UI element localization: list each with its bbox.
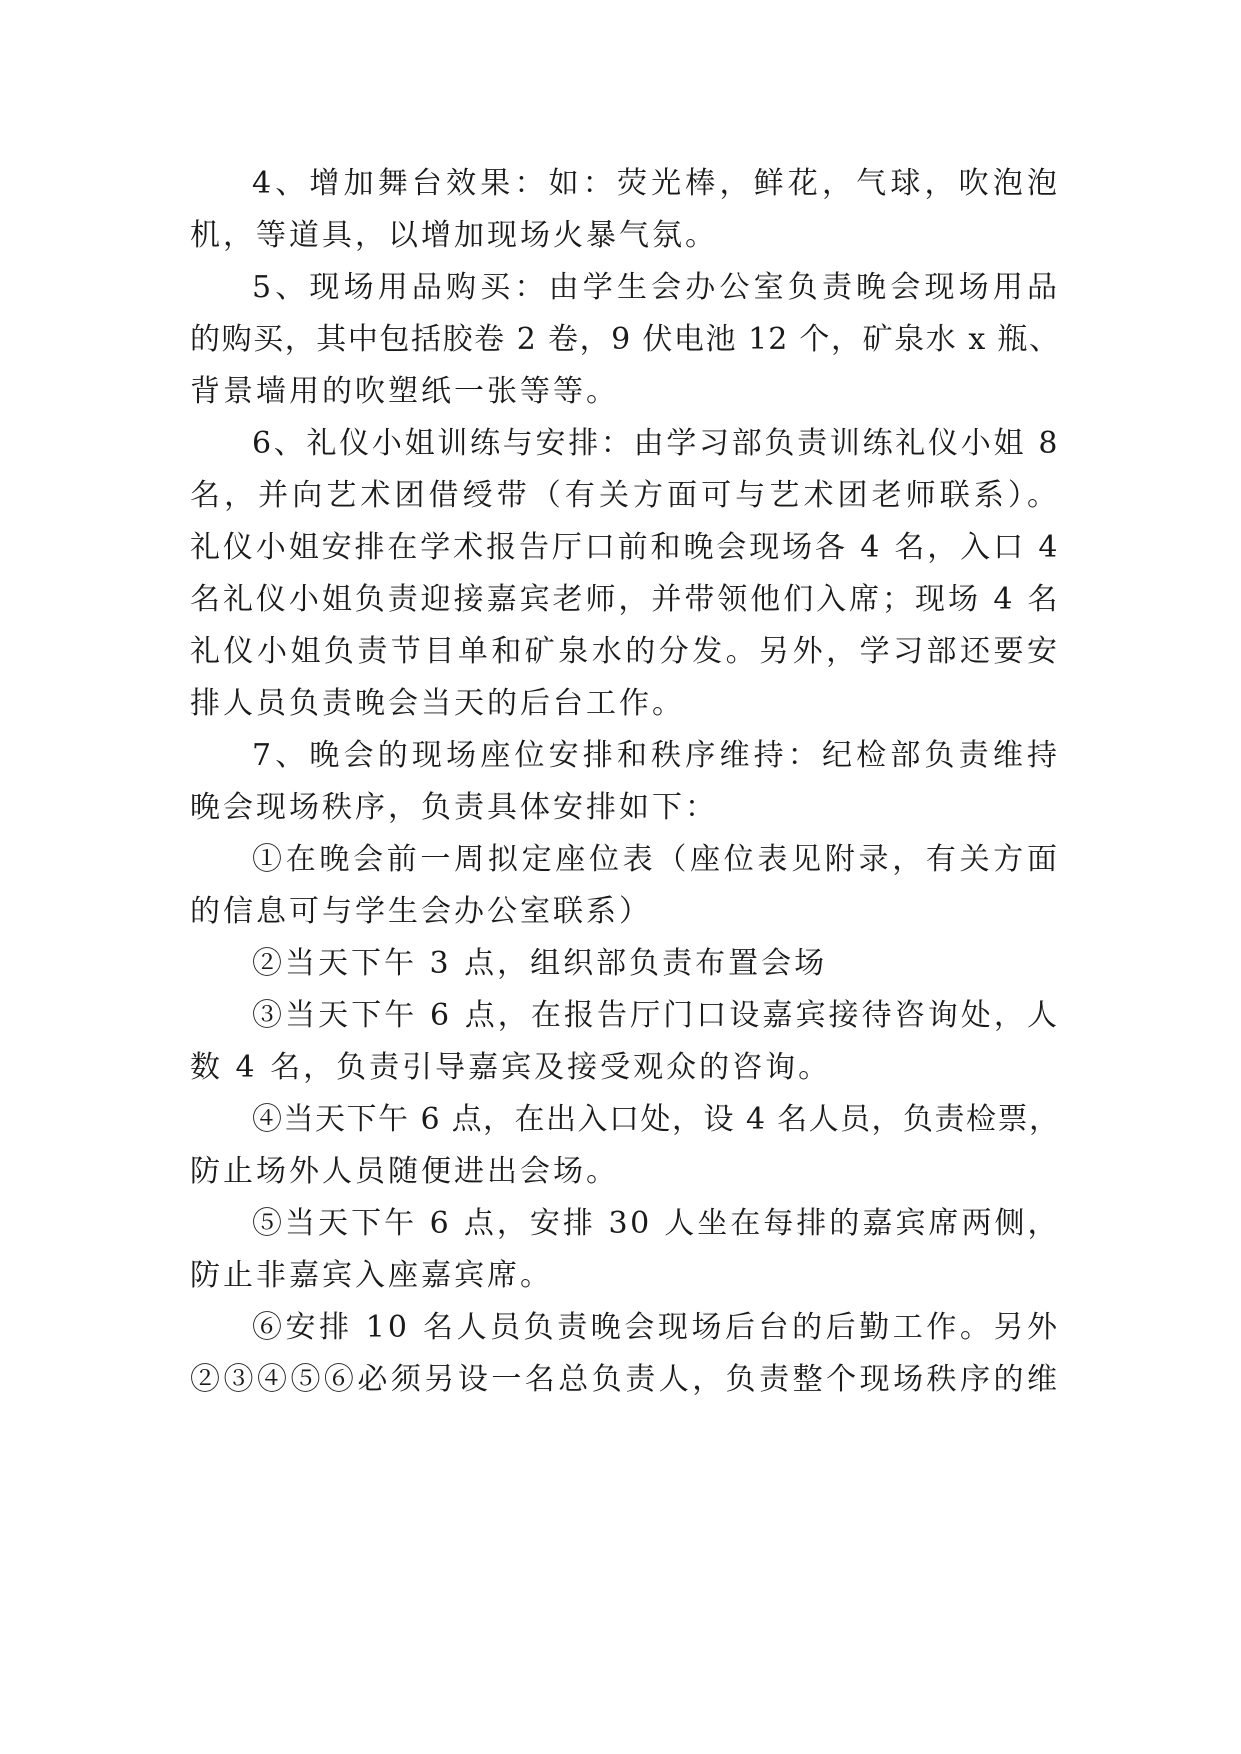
text-line: 防止非嘉宾入座嘉宾席。 — [190, 1258, 553, 1293]
text-line: 礼仪小姐安排在学术报告厅口前和晚会现场各 4 名，入口 4 — [190, 530, 1060, 565]
text-line: 礼仪小姐负责节目单和矿泉水的分发。另外，学习部还要安 — [190, 634, 1060, 669]
text-line: ⑥安排 10 名人员负责晚会现场后台的后勤工作。另外 — [252, 1310, 1060, 1345]
text-line: ⑤当天下午 6 点，安排 30 人坐在每排的嘉宾席两侧， — [252, 1206, 1060, 1241]
text-line: 的购买，其中包括胶卷 2 卷，9 伏电池 12 个，矿泉水 x 瓶、 — [190, 322, 1060, 357]
text-line: 名礼仪小姐负责迎接嘉宾老师，并带领他们入席；现场 4 名 — [190, 582, 1060, 617]
text-line: 晚会现场秩序，负责具体安排如下： — [190, 790, 718, 825]
text-line: 7、晚会的现场座位安排和秩序维持：纪检部负责维持 — [252, 738, 1060, 773]
text-line: ③当天下午 6 点，在报告厅门口设嘉宾接待咨询处，人 — [252, 998, 1060, 1033]
text-line: 背景墙用的吹塑纸一张等等。 — [190, 374, 619, 409]
text-line: 的信息可与学生会办公室联系） — [190, 894, 652, 929]
text-line: 排人员负责晚会当天的后台工作。 — [190, 686, 685, 721]
text-line: 机，等道具，以增加现场火暴气氛。 — [190, 218, 718, 253]
document-body — [190, 158, 1060, 1406]
text-line: 防止场外人员随便进出会场。 — [190, 1154, 619, 1189]
text-line: 名，并向艺术团借绶带（有关方面可与艺术团老师联系）。 — [190, 478, 1060, 513]
text-line: ②当天下午 3 点，组织部负责布置会场 — [252, 946, 828, 981]
text-line: 4、增加舞台效果：如：荧光棒，鲜花，气球，吹泡泡 — [252, 166, 1060, 201]
text-line: ④当天下午 6 点，在出入口处，设 4 名人员，负责检票， — [252, 1102, 1060, 1137]
text-line: 5、现场用品购买：由学生会办公室负责晚会现场用品 — [252, 270, 1060, 305]
text-line: ②③④⑤⑥必须另设一名总负责人，负责整个现场秩序的维 — [190, 1362, 1060, 1397]
text-line: ①在晚会前一周拟定座位表（座位表见附录，有关方面 — [252, 842, 1060, 877]
text-line: 6、礼仪小姐训练与安排：由学习部负责训练礼仪小姐 8 — [252, 426, 1060, 461]
text-line: 数 4 名，负责引导嘉宾及接受观众的咨询。 — [190, 1050, 832, 1085]
